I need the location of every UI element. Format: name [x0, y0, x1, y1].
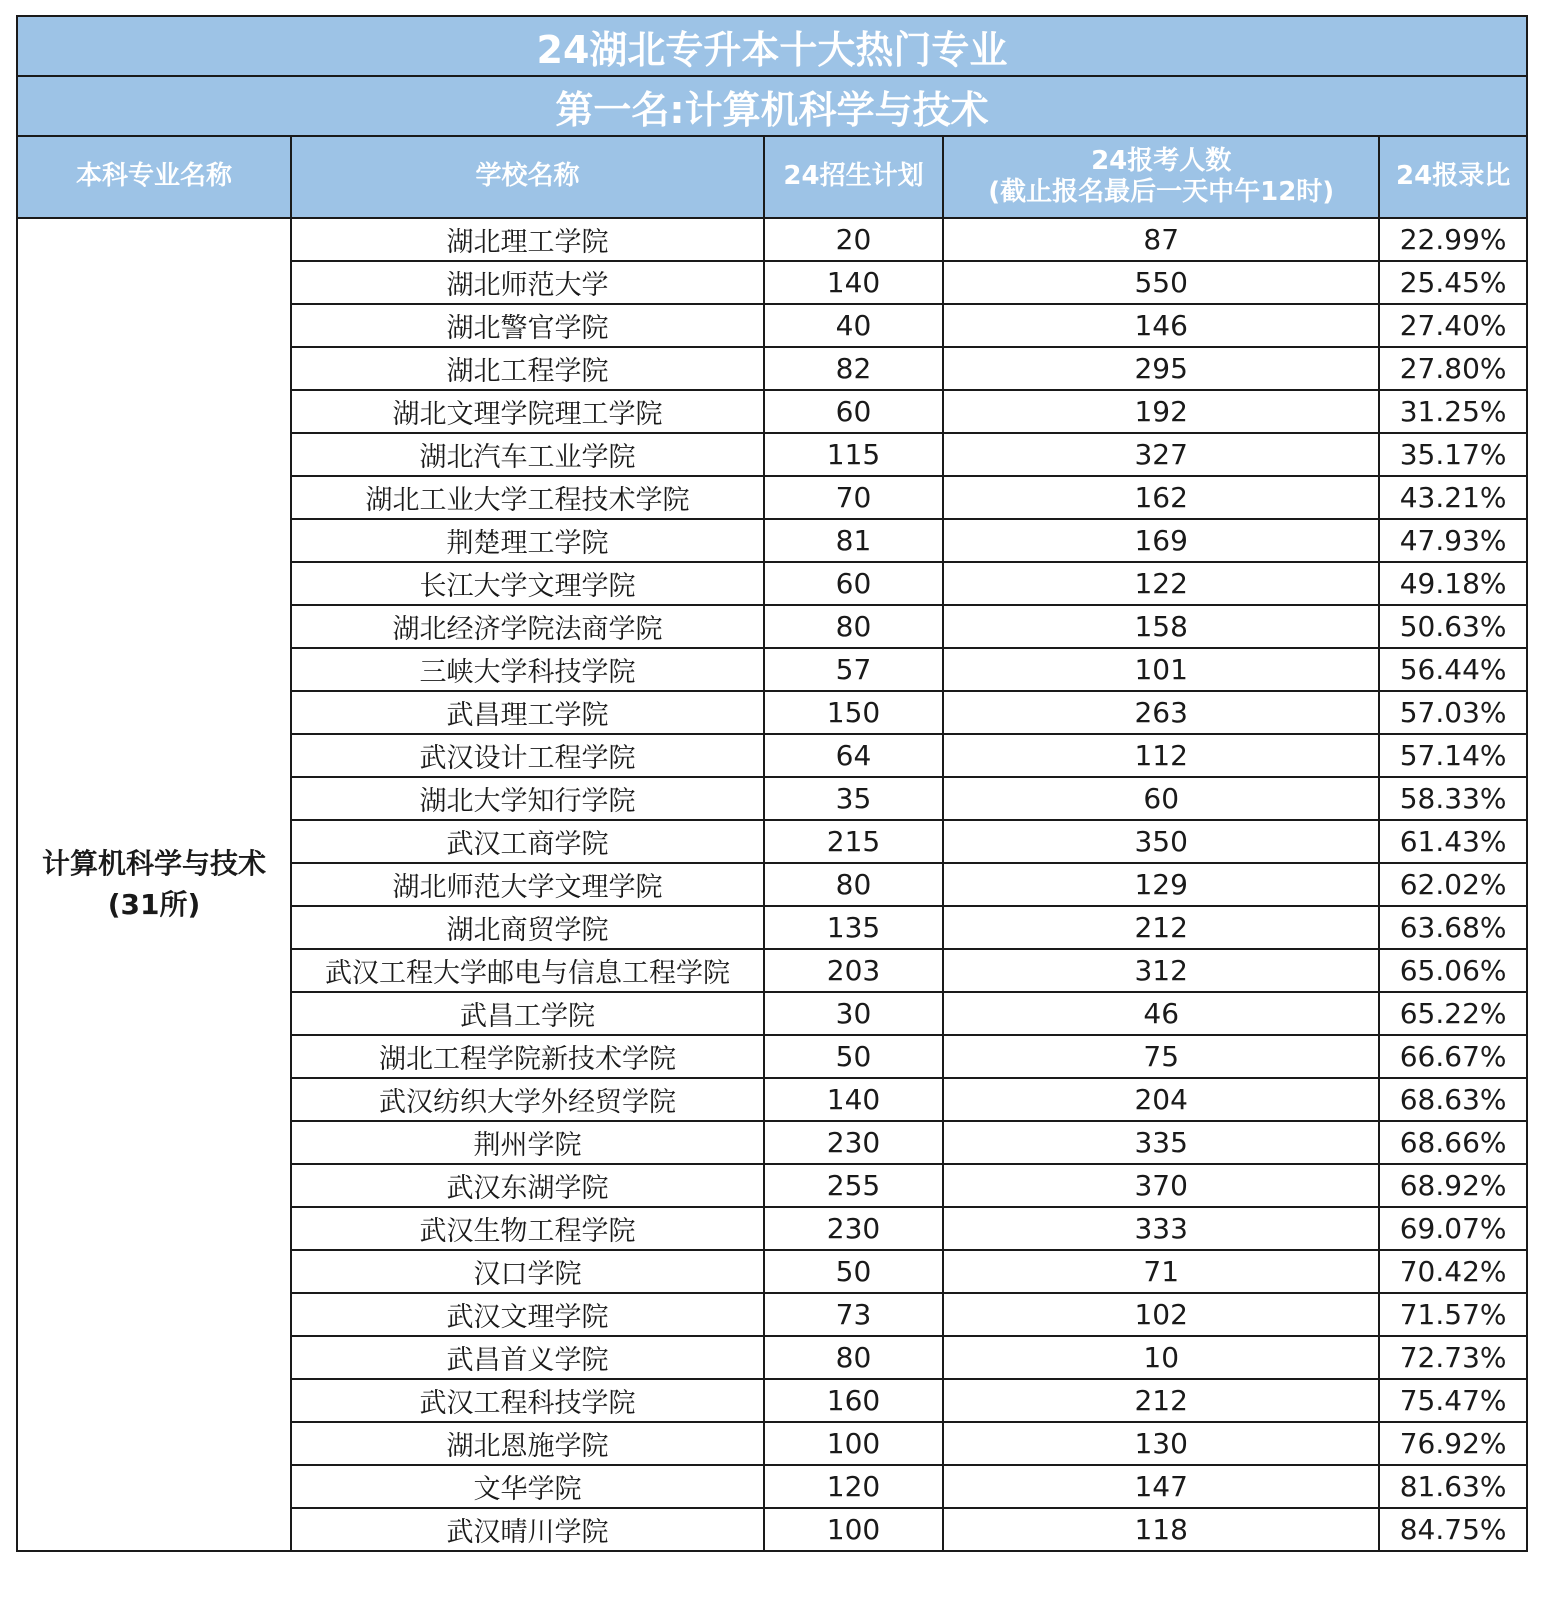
applicants-cell: 10	[943, 1336, 1379, 1379]
applicants-cell: 312	[943, 949, 1379, 992]
ratio-cell: 71.57%	[1379, 1293, 1527, 1336]
plan-cell: 140	[764, 1078, 943, 1121]
header-applicants-line1: 24报考人数	[1091, 145, 1232, 176]
applicants-cell: 162	[943, 476, 1379, 519]
school-cell: 湖北大学知行学院	[291, 777, 764, 820]
applicants-cell: 75	[943, 1035, 1379, 1078]
plan-cell: 82	[764, 347, 943, 390]
plan-cell: 35	[764, 777, 943, 820]
applicants-cell: 550	[943, 261, 1379, 304]
plan-cell: 135	[764, 906, 943, 949]
plan-cell: 80	[764, 1336, 943, 1379]
school-cell: 湖北恩施学院	[291, 1422, 764, 1465]
plan-cell: 64	[764, 734, 943, 777]
ratio-cell: 47.93%	[1379, 519, 1527, 562]
plan-cell: 57	[764, 648, 943, 691]
subtitle-row	[17, 76, 1527, 136]
applicants-cell: 333	[943, 1207, 1379, 1250]
school-cell: 武汉东湖学院	[291, 1164, 764, 1207]
applicants-cell: 212	[943, 1379, 1379, 1422]
plan-cell: 160	[764, 1379, 943, 1422]
ratio-cell: 35.17%	[1379, 433, 1527, 476]
major-name: 计算机科学与技术	[42, 846, 267, 880]
school-cell: 三峡大学科技学院	[291, 648, 764, 691]
applicants-cell: 350	[943, 820, 1379, 863]
school-cell: 武昌理工学院	[291, 691, 764, 734]
plan-cell: 140	[764, 261, 943, 304]
ratio-cell: 27.80%	[1379, 347, 1527, 390]
ratio-cell: 65.22%	[1379, 992, 1527, 1035]
applicants-cell: 335	[943, 1121, 1379, 1164]
plan-cell: 120	[764, 1465, 943, 1508]
table-subtitle: 第一名:计算机科学与技术	[17, 76, 1527, 136]
ratio-cell: 63.68%	[1379, 906, 1527, 949]
ratio-cell: 43.21%	[1379, 476, 1527, 519]
applicants-cell: 122	[943, 562, 1379, 605]
ratio-cell: 49.18%	[1379, 562, 1527, 605]
applicants-cell: 370	[943, 1164, 1379, 1207]
applicants-cell: 102	[943, 1293, 1379, 1336]
applicants-cell: 204	[943, 1078, 1379, 1121]
major-cell	[17, 218, 291, 1551]
school-cell: 湖北师范大学文理学院	[291, 863, 764, 906]
school-cell: 湖北师范大学	[291, 261, 764, 304]
ratio-cell: 65.06%	[1379, 949, 1527, 992]
plan-cell: 80	[764, 863, 943, 906]
applicants-cell: 71	[943, 1250, 1379, 1293]
school-cell: 湖北警官学院	[291, 304, 764, 347]
plan-cell: 150	[764, 691, 943, 734]
school-cell: 湖北理工学院	[291, 218, 764, 261]
plan-cell: 255	[764, 1164, 943, 1207]
ratio-cell: 31.25%	[1379, 390, 1527, 433]
plan-cell: 203	[764, 949, 943, 992]
ranking-table	[16, 15, 1528, 1552]
ratio-cell: 68.66%	[1379, 1121, 1527, 1164]
applicants-cell: 263	[943, 691, 1379, 734]
table-title: 24湖北专升本十大热门专业	[17, 16, 1527, 76]
applicants-cell: 101	[943, 648, 1379, 691]
header-applicants-line2: (截止报名最后一天中午12时)	[988, 177, 1335, 207]
applicants-cell: 146	[943, 304, 1379, 347]
applicants-cell: 129	[943, 863, 1379, 906]
plan-cell: 70	[764, 476, 943, 519]
school-cell: 荆州学院	[291, 1121, 764, 1164]
applicants-cell: 60	[943, 777, 1379, 820]
header-plan: 24招生计划	[764, 136, 943, 218]
ratio-cell: 70.42%	[1379, 1250, 1527, 1293]
school-cell: 武汉纺织大学外经贸学院	[291, 1078, 764, 1121]
ratio-cell: 69.07%	[1379, 1207, 1527, 1250]
school-cell: 湖北工程学院	[291, 347, 764, 390]
plan-cell: 80	[764, 605, 943, 648]
plan-cell: 230	[764, 1121, 943, 1164]
applicants-cell: 158	[943, 605, 1379, 648]
header-school: 学校名称	[291, 136, 764, 218]
plan-cell: 50	[764, 1035, 943, 1078]
ratio-cell: 25.45%	[1379, 261, 1527, 304]
school-cell: 武昌工学院	[291, 992, 764, 1035]
applicants-cell: 46	[943, 992, 1379, 1035]
applicants-cell: 295	[943, 347, 1379, 390]
plan-cell: 230	[764, 1207, 943, 1250]
plan-cell: 100	[764, 1422, 943, 1465]
plan-cell: 73	[764, 1293, 943, 1336]
ratio-cell: 68.63%	[1379, 1078, 1527, 1121]
ratio-cell: 27.40%	[1379, 304, 1527, 347]
plan-cell: 60	[764, 562, 943, 605]
ratio-cell: 56.44%	[1379, 648, 1527, 691]
school-cell: 湖北汽车工业学院	[291, 433, 764, 476]
plan-cell: 81	[764, 519, 943, 562]
school-cell: 武汉工程科技学院	[291, 1379, 764, 1422]
applicants-cell: 327	[943, 433, 1379, 476]
plan-cell: 215	[764, 820, 943, 863]
school-cell: 湖北经济学院法商学院	[291, 605, 764, 648]
ratio-cell: 61.43%	[1379, 820, 1527, 863]
header-row	[17, 136, 1527, 218]
school-cell: 湖北工程学院新技术学院	[291, 1035, 764, 1078]
school-cell: 湖北工业大学工程技术学院	[291, 476, 764, 519]
title-row	[17, 16, 1527, 76]
table-row	[17, 218, 1527, 261]
school-cell: 武汉晴川学院	[291, 1508, 764, 1551]
school-cell: 武汉工程大学邮电与信息工程学院	[291, 949, 764, 992]
header-applicants	[943, 136, 1379, 218]
school-cell: 武汉设计工程学院	[291, 734, 764, 777]
ratio-cell: 50.63%	[1379, 605, 1527, 648]
plan-cell: 100	[764, 1508, 943, 1551]
applicants-cell: 147	[943, 1465, 1379, 1508]
ratio-cell: 84.75%	[1379, 1508, 1527, 1551]
applicants-cell: 87	[943, 218, 1379, 261]
plan-cell: 115	[764, 433, 943, 476]
school-cell: 荆楚理工学院	[291, 519, 764, 562]
school-cell: 湖北文理学院理工学院	[291, 390, 764, 433]
ratio-cell: 75.47%	[1379, 1379, 1527, 1422]
header-ratio: 24报录比	[1379, 136, 1527, 218]
applicants-cell: 130	[943, 1422, 1379, 1465]
school-cell: 文华学院	[291, 1465, 764, 1508]
school-cell: 武汉工商学院	[291, 820, 764, 863]
ratio-cell: 57.03%	[1379, 691, 1527, 734]
applicants-cell: 118	[943, 1508, 1379, 1551]
ratio-cell: 76.92%	[1379, 1422, 1527, 1465]
ratio-cell: 62.02%	[1379, 863, 1527, 906]
plan-cell: 60	[764, 390, 943, 433]
plan-cell: 40	[764, 304, 943, 347]
ratio-cell: 81.63%	[1379, 1465, 1527, 1508]
school-cell: 汉口学院	[291, 1250, 764, 1293]
applicants-cell: 192	[943, 390, 1379, 433]
major-count: (31所)	[107, 887, 201, 921]
ratio-cell: 58.33%	[1379, 777, 1527, 820]
plan-cell: 20	[764, 218, 943, 261]
school-cell: 湖北商贸学院	[291, 906, 764, 949]
plan-cell: 30	[764, 992, 943, 1035]
ratio-cell: 57.14%	[1379, 734, 1527, 777]
school-cell: 武汉文理学院	[291, 1293, 764, 1336]
school-cell: 武昌首义学院	[291, 1336, 764, 1379]
header-major: 本科专业名称	[17, 136, 291, 218]
ratio-cell: 72.73%	[1379, 1336, 1527, 1379]
ratio-cell: 68.92%	[1379, 1164, 1527, 1207]
school-cell: 武汉生物工程学院	[291, 1207, 764, 1250]
applicants-cell: 169	[943, 519, 1379, 562]
plan-cell: 50	[764, 1250, 943, 1293]
ratio-cell: 66.67%	[1379, 1035, 1527, 1078]
applicants-cell: 212	[943, 906, 1379, 949]
school-cell: 长江大学文理学院	[291, 562, 764, 605]
applicants-cell: 112	[943, 734, 1379, 777]
ratio-cell: 22.99%	[1379, 218, 1527, 261]
